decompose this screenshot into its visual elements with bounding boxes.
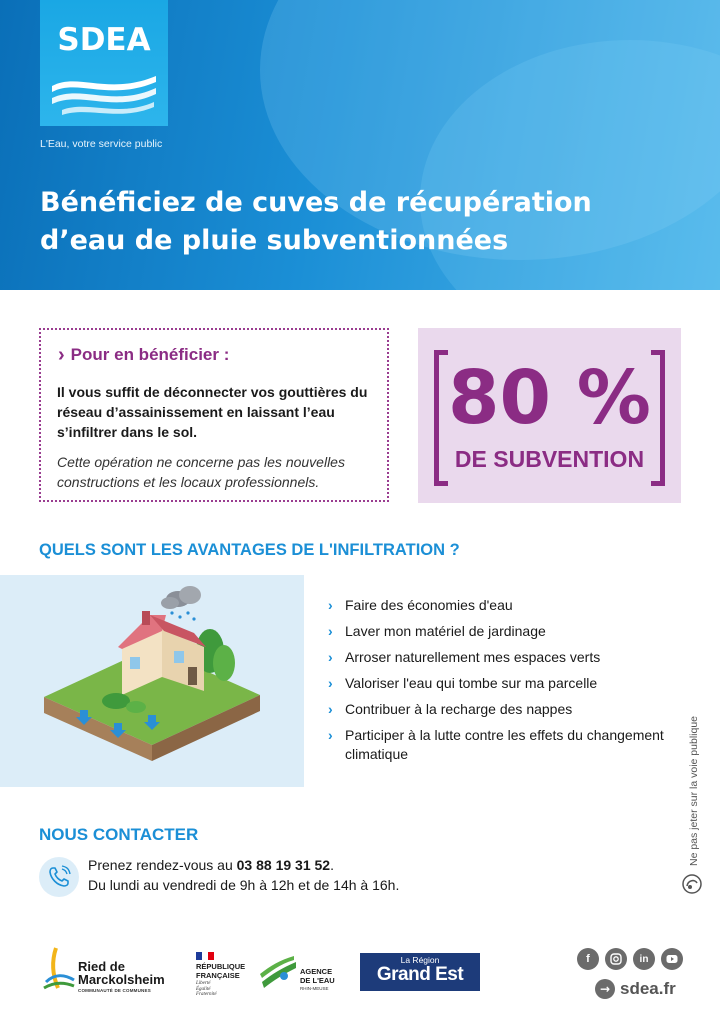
facebook-icon[interactable]: f xyxy=(577,948,599,970)
ge-big-text: Grand Est xyxy=(376,964,464,985)
instagram-icon[interactable] xyxy=(605,948,627,970)
list-item xyxy=(328,726,668,764)
contact-phone-line xyxy=(88,857,334,873)
chevron-right-icon: › xyxy=(328,701,333,717)
ge-small-text: La Région xyxy=(400,955,440,965)
benefit-body: Il vous suffit de déconnecter vos gouttières du réseau d’assainissement en laissant l’eau s’infiltrer dans le sol. xyxy=(57,384,368,440)
list-item-label: Participer à la lutte contre les effets du changement climatique xyxy=(345,727,664,762)
sdea-logo[interactable] xyxy=(40,0,168,126)
logo-agence-de-l-eau[interactable] xyxy=(258,950,342,996)
agence-emblem-icon xyxy=(258,952,300,992)
title-line-2: d’eau de pluie subventionnées xyxy=(40,225,509,256)
ried-name-line-1: Ried de xyxy=(78,959,125,974)
social-links xyxy=(577,948,683,970)
ried-name xyxy=(78,960,165,986)
ried-name-line-2: Marckolsheim xyxy=(78,972,165,987)
logo-ried-de-marckolsheim[interactable] xyxy=(40,944,180,994)
list-item xyxy=(328,648,668,667)
list-item-label: Faire des économies d'eau xyxy=(345,597,513,613)
youtube-glyph xyxy=(666,954,678,964)
logo-region-grand-est[interactable] xyxy=(360,953,480,991)
title-line-1: Bénéficiez de cuves de récupération xyxy=(40,187,592,218)
list-item xyxy=(328,674,668,693)
list-item xyxy=(328,596,668,615)
subsidy-label: DE SUBVENTION xyxy=(454,446,645,472)
contact-hours: Du lundi au vendredi de 9h à 12h et de 14h à 16h. xyxy=(88,877,400,893)
list-item xyxy=(328,700,668,719)
benefit-title-text: Pour en bénéficier : xyxy=(70,345,230,364)
ried-emblem-icon xyxy=(40,944,76,992)
phone-number[interactable]: 03 88 19 31 52 xyxy=(236,857,331,873)
contact-title: NOUS CONTACTER xyxy=(39,825,199,844)
phone-icon[interactable] xyxy=(39,857,79,897)
benefit-note: Cette opération ne concerne pas les nouvelles constructions et les locaux professionnels. xyxy=(57,454,345,490)
french-flag-icon xyxy=(196,952,214,960)
house-rain-illustration xyxy=(34,585,274,765)
logo-republique-francaise[interactable] xyxy=(194,952,250,998)
arrow-right-icon: → xyxy=(595,979,615,999)
chevron-right-icon: › xyxy=(328,597,333,613)
benefit-title xyxy=(58,345,229,365)
contact-suffix: . xyxy=(330,857,334,873)
advantages-title: QUELS SONT LES AVANTAGES DE L'INFILTRATION ? xyxy=(39,541,460,559)
tagline: L'Eau, votre service public xyxy=(40,138,163,150)
waves-icon xyxy=(48,66,160,122)
rf-motto: Liberté Égalité Fraternité xyxy=(196,981,217,997)
list-item-label: Contribuer à la recharge des nappes xyxy=(345,701,573,717)
list-item-label: Arroser naturellement mes espaces verts xyxy=(345,649,601,665)
recycle-icon xyxy=(682,874,702,894)
chevron-right-icon: › xyxy=(328,623,333,639)
chevron-right-icon: › xyxy=(328,727,333,743)
list-item-label: Valoriser l'eau qui tombe sur ma parcelle xyxy=(345,675,598,691)
rf-name: RÉPUBLIQUE FRANÇAISE xyxy=(196,962,246,980)
agence-name: AGENCE DE L'EAU xyxy=(300,967,335,985)
chevron-right-icon: › xyxy=(58,344,65,366)
page-title xyxy=(40,184,680,260)
benefit-box xyxy=(39,328,389,502)
youtube-icon[interactable] xyxy=(661,948,683,970)
instagram-glyph xyxy=(610,953,622,965)
subsidy-box xyxy=(418,328,681,503)
advantages-list xyxy=(328,596,668,771)
contact-prefix: Prenez rendez-vous au xyxy=(88,857,237,873)
list-item-label: Laver mon matériel de jardinage xyxy=(345,623,546,639)
ried-subtitle: COMMUNAUTÉ DE COMMUNES xyxy=(78,988,151,993)
logo-text: SDEA xyxy=(57,22,151,58)
chevron-right-icon: › xyxy=(328,675,333,691)
linkedin-icon[interactable]: in xyxy=(633,948,655,970)
phone-glyph xyxy=(39,857,79,897)
header-banner xyxy=(0,0,720,290)
agence-subtitle: RHIN-MEUSE xyxy=(300,986,329,991)
subsidy-value: 80 % xyxy=(448,355,651,441)
list-item xyxy=(328,622,668,641)
side-note: Ne pas jeter sur la voie publique xyxy=(688,715,700,866)
website-text: sdea.fr xyxy=(620,979,676,998)
chevron-right-icon: › xyxy=(328,649,333,665)
website-link[interactable] xyxy=(595,979,676,999)
